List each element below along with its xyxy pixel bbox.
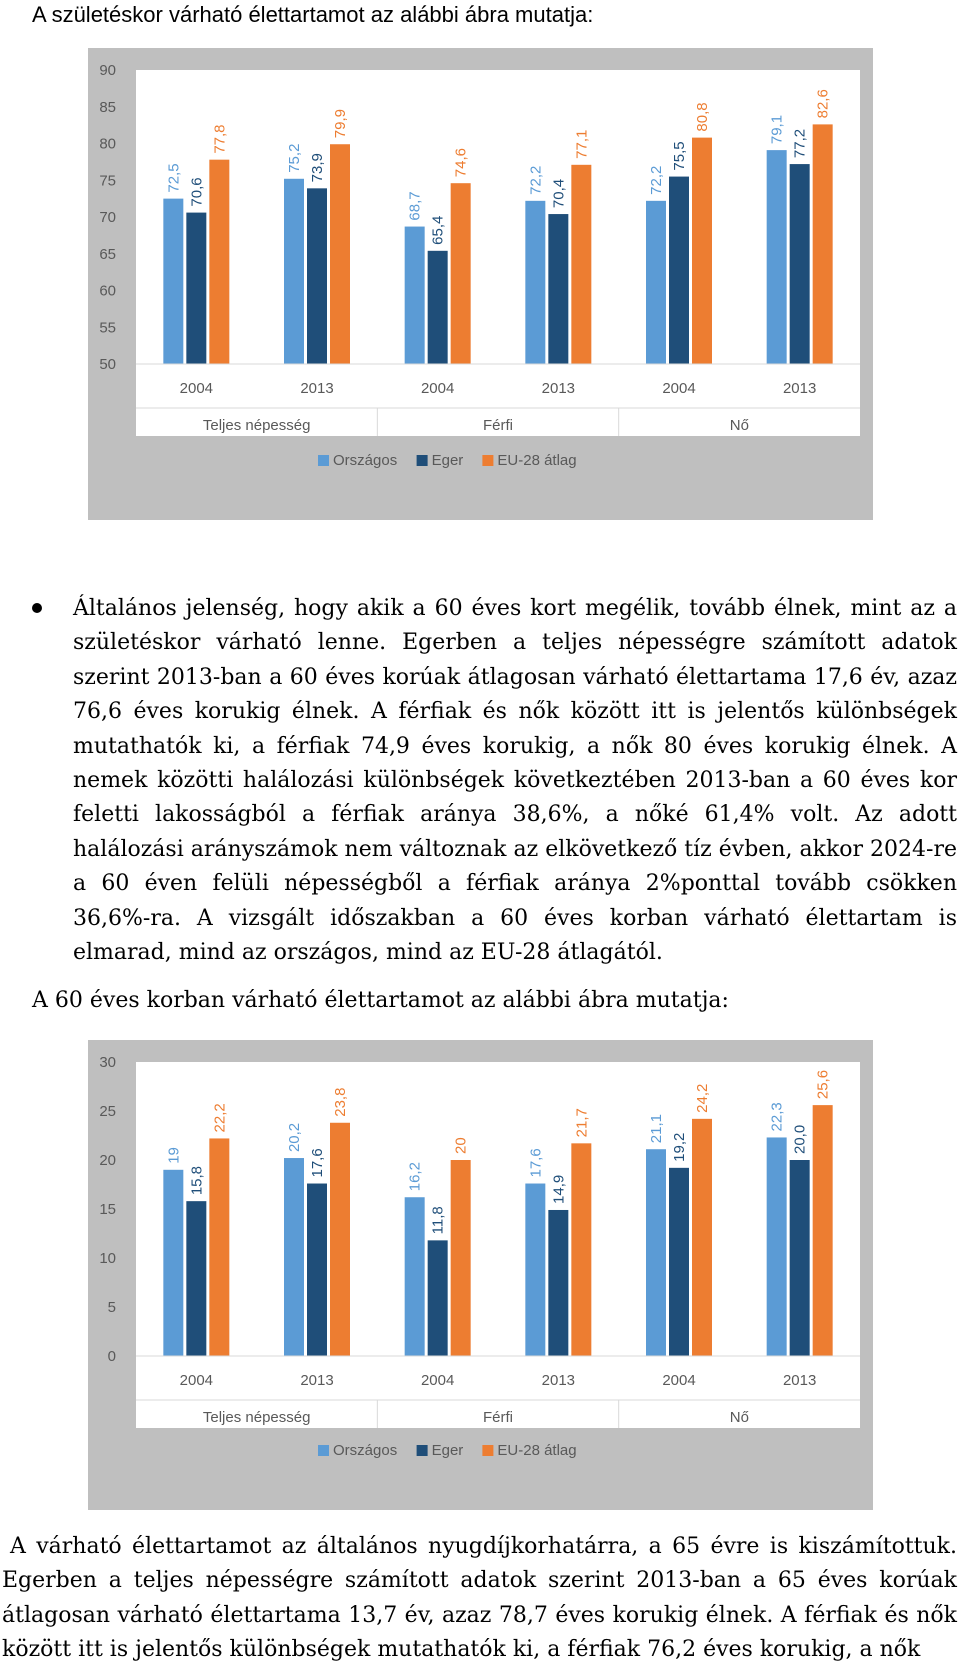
chart2-y-tick-label: 15 bbox=[99, 1201, 116, 1218]
chart2-x-tick-label: 2013 bbox=[541, 1372, 576, 1389]
chart1-y-tick-label: 80 bbox=[99, 135, 116, 153]
chart2-legend-label: Eger bbox=[431, 1442, 464, 1459]
chart2-y-tick-label: 5 bbox=[107, 1299, 116, 1316]
chart1-legend-label: EU-28 átlag bbox=[497, 452, 577, 469]
chart2-y-tick-label: 20 bbox=[99, 1152, 116, 1169]
life-expectancy-60-chart bbox=[88, 1040, 873, 1510]
chart2-group-label: Férfi bbox=[483, 1409, 513, 1426]
chart1-bar bbox=[428, 251, 448, 364]
chart1-svg bbox=[88, 48, 873, 520]
chart2-group-label: Teljes népesség bbox=[202, 1409, 311, 1426]
chart2-legend-label: Országos bbox=[333, 1442, 398, 1459]
chart2-y-tick-label: 0 bbox=[107, 1348, 116, 1365]
chart2-bar-label: 21,1 bbox=[648, 1114, 665, 1144]
chart2-svg bbox=[88, 1040, 873, 1510]
chart1-x-tick-label: 2004 bbox=[179, 380, 214, 397]
chart2-bar-label: 11,8 bbox=[429, 1206, 447, 1235]
chart2-x-tick-label: 2013 bbox=[782, 1372, 817, 1389]
life-expectancy-birth-chart bbox=[88, 48, 873, 520]
chart1-bar-label: 74,6 bbox=[452, 147, 470, 178]
chart2-legend-swatch bbox=[482, 1445, 493, 1456]
chart1-bar bbox=[646, 201, 666, 364]
chart1-bar-label: 77,2 bbox=[791, 128, 809, 159]
chart1-group-label: Nő bbox=[729, 417, 749, 434]
chart2-bar bbox=[548, 1210, 568, 1356]
chart2-bar-label: 20,0 bbox=[791, 1124, 809, 1154]
chart2-bar-label: 23,8 bbox=[332, 1087, 349, 1117]
chart1-bar bbox=[767, 150, 787, 364]
chart1-y-tick-label: 70 bbox=[99, 209, 116, 226]
chart2-heading: A 60 éves korban várható élettartamot az alábbi ábra mutatja: bbox=[32, 988, 729, 1013]
chart1-bar-label: 68,7 bbox=[406, 191, 424, 221]
chart2-bar bbox=[163, 1170, 183, 1356]
chart1-legend-swatch bbox=[318, 455, 329, 466]
chart2-bar-label: 14,9 bbox=[550, 1174, 568, 1204]
chart1-group-label: Teljes népesség bbox=[202, 417, 311, 434]
chart2-legend-swatch bbox=[417, 1445, 428, 1456]
chart2-bar bbox=[186, 1201, 206, 1356]
chart1-bar bbox=[571, 165, 591, 364]
chart2-x-tick-label: 2013 bbox=[300, 1372, 334, 1389]
chart2-bar-label: 25,6 bbox=[814, 1069, 832, 1100]
chart2-bar-label: 19,2 bbox=[671, 1132, 688, 1162]
chart2-legend-swatch bbox=[318, 1445, 329, 1456]
chart1-bar-label: 70,6 bbox=[188, 177, 206, 207]
chart2-bar bbox=[330, 1123, 350, 1356]
chart1-legend-label: Eger bbox=[431, 452, 464, 469]
chart1-bar bbox=[669, 177, 689, 364]
chart1-bar bbox=[813, 124, 833, 364]
chart1-y-tick-label: 60 bbox=[99, 282, 116, 300]
chart1-bar-label: 79,1 bbox=[768, 114, 786, 145]
chart1-y-tick-label: 55 bbox=[99, 319, 116, 337]
chart1-bar-label: 80,8 bbox=[694, 102, 711, 132]
chart2-x-tick-label: 2004 bbox=[179, 1372, 214, 1389]
chart2-bar bbox=[646, 1149, 666, 1356]
chart2-bar bbox=[209, 1138, 229, 1356]
chart2-bar-label: 17,6 bbox=[309, 1148, 326, 1178]
chart2-bar-label: 20 bbox=[452, 1137, 470, 1154]
chart2-bar bbox=[405, 1197, 425, 1356]
chart1-bar bbox=[330, 144, 350, 364]
chart1-y-tick-label: 90 bbox=[99, 62, 116, 79]
chart2-group-label: Nő bbox=[729, 1409, 749, 1426]
chart2-bar bbox=[571, 1143, 591, 1356]
chart1-bar-label: 77,1 bbox=[573, 129, 591, 159]
chart2-bar-label: 22,2 bbox=[211, 1103, 229, 1133]
chart1-bar bbox=[548, 214, 568, 364]
chart1-y-tick-label: 85 bbox=[99, 98, 116, 116]
chart2-bar bbox=[525, 1184, 545, 1356]
chart1-bar bbox=[307, 188, 327, 364]
chart1-plot-area bbox=[136, 70, 860, 364]
chart2-bar-label: 19 bbox=[165, 1147, 183, 1164]
chart1-x-tick-label: 2013 bbox=[300, 380, 334, 397]
chart1-bar bbox=[451, 183, 471, 364]
chart1-bar-label: 75,2 bbox=[286, 143, 303, 173]
chart2-bar bbox=[307, 1184, 327, 1356]
chart1-y-tick-label: 65 bbox=[99, 245, 116, 263]
chart2-bar-label: 16,2 bbox=[406, 1162, 424, 1192]
chart1-bar-label: 77,8 bbox=[211, 124, 229, 154]
chart2-bar bbox=[284, 1158, 304, 1356]
chart1-x-tick-label: 2004 bbox=[662, 380, 696, 397]
chart2-bar bbox=[767, 1137, 787, 1356]
chart2-x-tick-label: 2004 bbox=[662, 1372, 696, 1389]
chart1-x-tick-label: 2013 bbox=[541, 380, 576, 397]
chart1-bar-label: 72,2 bbox=[648, 165, 665, 195]
chart1-bar-label: 72,5 bbox=[165, 163, 183, 193]
chart1-group-label: Férfi bbox=[483, 417, 513, 434]
chart1-bar bbox=[525, 201, 545, 364]
chart2-x-tick-label: 2004 bbox=[420, 1372, 455, 1389]
chart2-y-tick-label: 30 bbox=[99, 1054, 116, 1071]
bullet-icon bbox=[32, 603, 42, 613]
chart2-bar-label: 17,6 bbox=[527, 1148, 545, 1178]
chart1-y-tick-label: 75 bbox=[99, 172, 116, 190]
chart1-bar-label: 65,4 bbox=[429, 215, 447, 245]
chart2-y-tick-label: 25 bbox=[99, 1103, 116, 1120]
chart1-x-tick-label: 2004 bbox=[420, 380, 455, 397]
chart1-bar bbox=[163, 199, 183, 364]
chart1-y-tick-label: 50 bbox=[99, 356, 116, 373]
chart1-bar-label: 82,6 bbox=[814, 89, 832, 119]
chart1-bar-label: 79,9 bbox=[332, 109, 349, 139]
chart1-heading: A születéskor várható élettartamot az alábbi ábra mutatja: bbox=[32, 2, 594, 27]
chart2-legend-label: EU-28 átlag bbox=[497, 1442, 577, 1459]
chart1-bar bbox=[186, 213, 206, 364]
chart2-bar-label: 22,3 bbox=[768, 1102, 786, 1132]
chart2-y-tick-label: 10 bbox=[99, 1250, 116, 1267]
chart2-bar bbox=[790, 1160, 810, 1356]
chart2-plot-area bbox=[136, 1062, 860, 1356]
bullet-paragraph: Általános jelenség, hogy akik a 60 éves kort megélik, tovább élnek, mint az a születéskor várható lenne. Egerben a teljes népességre számított adatok szerint 2013-ban a 60 éves korúak átlagosan várható élettartama 17,6 év, azaz 76,6 éves korukig élnek. A férfiak és nők között itt is jelentős különbségek mutathatók ki, a férfiak 74,9 éves korukig, a nők 80 éves korukig élnek. A nemek közötti halálozási különbségek következtében 2013-ban a 60 éves kor feletti lakosságból a férfiak aránya 38,6%, a nőké 61,4% volt. Az adott halálozási arányszámok nem változnak az elkövetkező tíz évben, akkor 2024-re a 60 éven felüli népességből a férfiak aránya 2%ponttal tovább csökken 36,6%-ra. A vizsgált időszakban a 60 éves korban várható élettartam is elmarad, mind az országos, mind az EU-28 átlagától. bbox=[73, 596, 957, 966]
chart2-bar-label: 15,8 bbox=[188, 1165, 206, 1196]
chart2-bar-label: 24,2 bbox=[694, 1083, 711, 1113]
chart1-bar-label: 75,5 bbox=[671, 141, 688, 171]
chart1-bar bbox=[692, 138, 712, 364]
chart1-legend-swatch bbox=[482, 455, 493, 466]
bottom-paragraph: A várható élettartamot az általános nyugdíjkorhatárra, a 65 évre is kiszámítottuk. Egerben a teljes népességre számított adatok szerint 2013-ban a 65 éves korúak átlagosan várható élettartama 13,7 év, azaz 78,7 éves korukig élnek. A férfiak és nők között itt is jelentős különbségek mutathatók ki, a férfiak 76,2 éves korukig, a nők bbox=[2, 1534, 957, 1663]
chart1-x-tick-label: 2013 bbox=[782, 380, 817, 397]
chart2-bar bbox=[428, 1240, 448, 1356]
chart1-bar bbox=[405, 227, 425, 364]
chart2-bar-label: 21,7 bbox=[573, 1108, 591, 1138]
chart1-bar bbox=[790, 164, 810, 364]
chart1-bar-label: 73,9 bbox=[309, 153, 326, 183]
chart1-bar-label: 70,4 bbox=[550, 178, 568, 209]
chart1-bar bbox=[209, 160, 229, 364]
chart2-bar-label: 20,2 bbox=[286, 1122, 303, 1153]
chart2-bar bbox=[692, 1119, 712, 1356]
chart1-legend-label: Országos bbox=[333, 452, 398, 469]
chart1-bar bbox=[284, 179, 304, 364]
chart1-legend-swatch bbox=[417, 455, 428, 466]
chart2-bar bbox=[813, 1105, 833, 1356]
chart2-bar bbox=[451, 1160, 471, 1356]
chart1-bar-label: 72,2 bbox=[527, 165, 545, 195]
chart2-bar bbox=[669, 1168, 689, 1356]
